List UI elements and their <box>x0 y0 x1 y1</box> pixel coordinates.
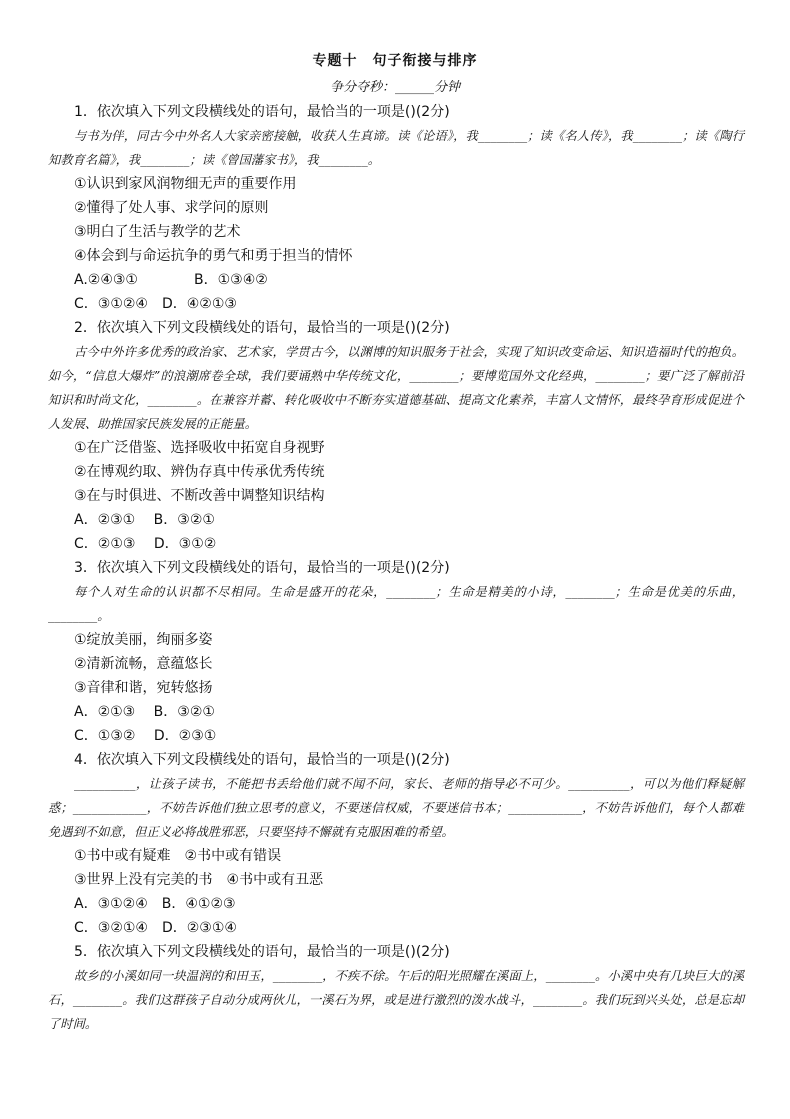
option-item: ②清新流畅，意蕴悠长 <box>74 656 213 672</box>
answer-choices: C．③①②④ D．④②①③ <box>74 296 237 312</box>
option-item: ①认识到家风润物细无声的重要作用 <box>74 176 297 192</box>
option-item: ③音律和谐，宛转悠扬 <box>74 680 213 696</box>
answer-choices: C．①③② D．②③① <box>74 728 217 744</box>
option-item: ①在广泛借鉴、选择吸收中拓宽自身视野 <box>74 440 325 456</box>
question-stem: 3．依次填入下列文段横线处的语句，最恰当的一项是()(2分) <box>74 560 450 576</box>
option-item: ③在与时俱进、不断改善中调整知识结构 <box>74 488 325 504</box>
answer-choices: A．②③① B．③②① <box>74 512 215 528</box>
option-item: ③明白了生活与教学的艺术 <box>74 224 241 240</box>
question-4 <box>48 748 744 940</box>
answer-choices: A．③①②④ B．④①②③ <box>74 896 236 912</box>
page-title: 专题十 句子衔接与排序 <box>312 53 478 69</box>
question-passage: 古今中外许多优秀的政治家、艺术家，学贯古今，以渊博的知识服务于社会，实现了知识改变命运、知识造福时代的抱负。如今，“信息大爆炸”的浪潮席卷全球，我们要诵熟中华传统文化，________；要博览国外文化经典，________；要广泛了解前沿知识和时尚文化，________。在兼容并蓄、转化吸收中不断夯实道德基础、提高文化素养，丰富人文情怀，最终孕育形成促进个人发展、助推国家民族发展的正能量。 <box>48 345 744 431</box>
question-1 <box>48 100 744 316</box>
question-stem: 5．依次填入下列文段横线处的语句，最恰当的一项是()(2分) <box>74 944 450 960</box>
answer-choices: A.②④③① B．①③④② <box>74 272 268 288</box>
option-item: ①书中或有疑难 ②书中或有错误 <box>74 848 282 864</box>
question-5 <box>48 940 744 1036</box>
option-item: ②在博观约取、辨伪存真中传承优秀传统 <box>74 464 325 480</box>
answer-choices: C．②①③ D．③①② <box>74 536 217 552</box>
option-item: ④体会到与命运抗争的勇气和勇于担当的情怀 <box>74 248 353 264</box>
question-passage: 故乡的小溪如同一块温润的和田玉，________，不疾不徐。午后的阳光照耀在溪面上，________。小溪中央有几块巨大的溪石，________。我们这群孩子自动分成两伙儿，一溪石为界，或是进行激烈的泼水战斗，________。我们玩到兴头处，总是忘却了时间。 <box>48 969 744 1031</box>
question-stem: 2．依次填入下列文段横线处的语句，最恰当的一项是()(2分) <box>74 320 450 336</box>
option-item: ①绽放美丽，绚丽多姿 <box>74 632 213 648</box>
option-item: ②懂得了处人事、求学问的原则 <box>74 200 269 216</box>
time-limit-line: 争分夺秒：______分钟 <box>329 80 460 95</box>
question-2 <box>48 316 744 556</box>
question-stem: 1．依次填入下列文段横线处的语句，最恰当的一项是()(2分) <box>74 104 450 120</box>
question-stem: 4．依次填入下列文段横线处的语句，最恰当的一项是()(2分) <box>74 752 450 768</box>
question-3 <box>48 556 744 748</box>
option-item: ③世界上没有完美的书 ④书中或有丑恶 <box>74 872 324 888</box>
question-passage: 每个人对生命的认识都不尽相同。生命是盛开的花朵，________；生命是精美的小诗，________；生命是优美的乐曲，________。 <box>48 585 744 623</box>
answer-choices: A．②①③ B．③②① <box>74 704 215 720</box>
question-passage: __________，让孩子读书，不能把书丢给他们就不闻不问，家长、老师的指导必不可少。__________，可以为他们释疑解惑；____________，不妨告诉他们独立思考的意义，不要迷信权威，不要迷信书本；____________，不妨告诉他们，每个人都难免遇到不如意，但正义必将战胜邪恶，只要坚持不懈就有克服困难的希望。 <box>48 777 744 839</box>
question-passage: 与书为伴，同古今中外名人大家亲密接触，收获人生真谛。读《论语》，我________；读《名人传》，我________；读《陶行知教育名篇》，我________；读《曾国藩家书》，我________。 <box>48 129 744 167</box>
answer-choices: C．③②①④ D．②③①④ <box>74 920 237 936</box>
question-list <box>48 100 744 1036</box>
